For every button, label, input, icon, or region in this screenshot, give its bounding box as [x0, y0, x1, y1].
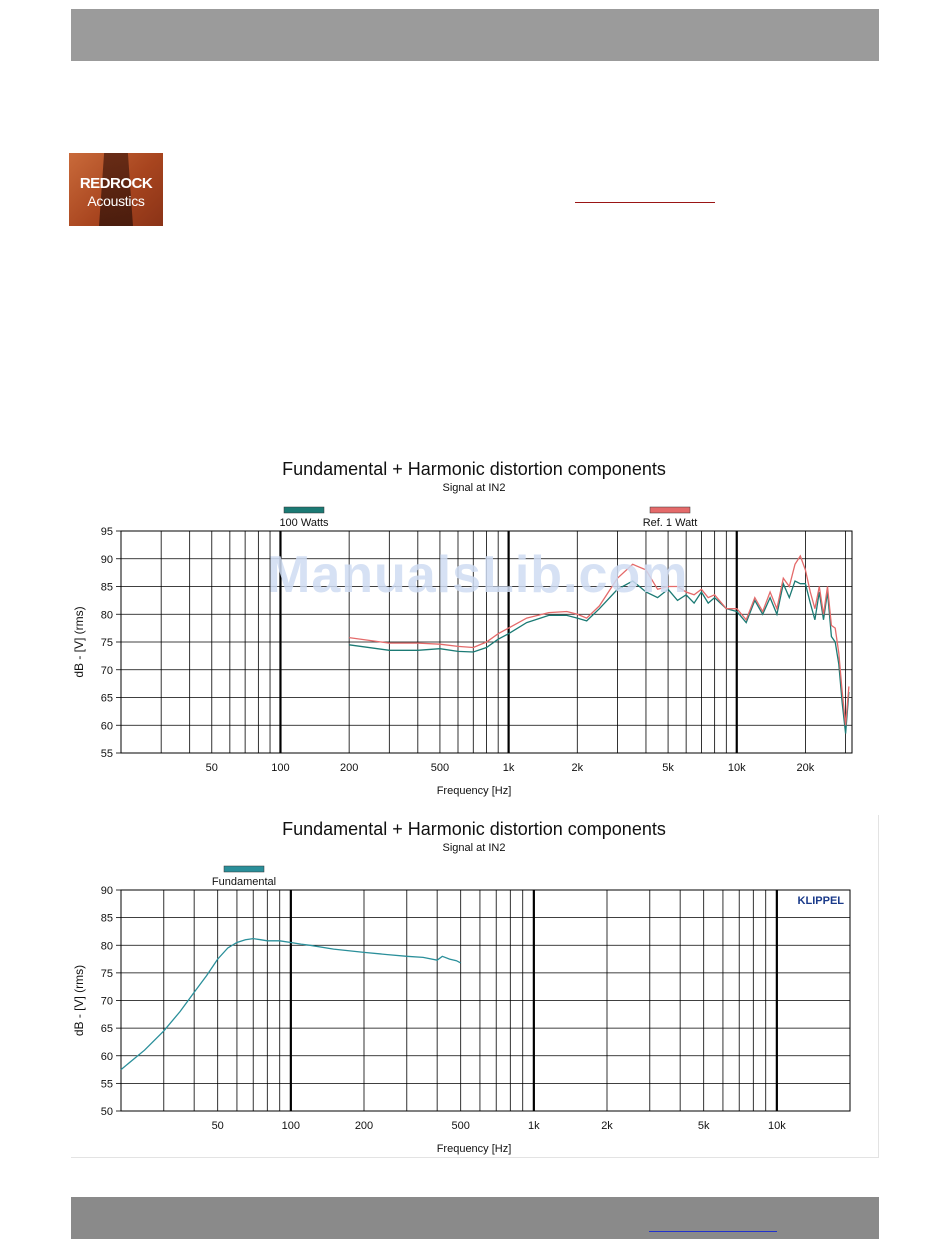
legend-label: 100 Watts	[279, 517, 329, 529]
x-tick-label: 200	[339, 762, 359, 774]
y-tick-label: 55	[100, 748, 113, 760]
x-tick-label: 20k	[796, 762, 815, 774]
x-tick-label: 100	[281, 1120, 301, 1132]
y-tick-label: 85	[100, 912, 113, 925]
footer-link-underline[interactable]	[649, 1231, 777, 1232]
y-tick-label: 75	[100, 637, 113, 649]
y-tick-label: 50	[100, 1106, 113, 1118]
x-tick-label: 2k	[571, 762, 584, 774]
y-tick-label: 60	[100, 720, 113, 733]
x-tick-label: 10k	[727, 762, 746, 774]
x-tick-label: 10k	[767, 1120, 786, 1132]
legend-label: Ref. 1 Watt	[642, 517, 698, 529]
y-tick-label: 60	[100, 1050, 113, 1063]
y-tick-label: 90	[100, 885, 113, 897]
x-tick-label: 1k	[502, 762, 515, 774]
watermark-text: ManualsLib.com	[267, 546, 689, 604]
x-tick-label: 1k	[528, 1120, 540, 1132]
y-tick-label: 80	[100, 940, 113, 953]
y-tick-label: 90	[100, 553, 113, 566]
x-axis-label: Frequency [Hz]	[436, 785, 512, 797]
chart-title: Fundamental + Harmonic distortion components	[282, 459, 666, 479]
y-axis-label: dB - [V] (rms)	[72, 964, 86, 1037]
x-tick-label: 2k	[601, 1120, 613, 1132]
legend-label: Fundamental	[211, 876, 277, 888]
chart-subtitle: Signal at IN2	[442, 482, 506, 494]
logo-line1: REDROCK	[79, 175, 153, 192]
y-tick-label: 75	[100, 967, 113, 980]
y-tick-label: 55	[100, 1078, 113, 1091]
y-tick-label: 95	[100, 526, 113, 538]
y-tick-label: 80	[100, 609, 113, 622]
klippel-brand: KLIPPEL	[797, 895, 844, 907]
x-axis-label: Frequency [Hz]	[436, 1143, 512, 1155]
x-tick-label: 500	[451, 1120, 470, 1132]
y-tick-label: 85	[100, 581, 113, 594]
y-tick-label: 65	[100, 692, 113, 705]
y-tick-label: 70	[100, 995, 113, 1008]
chart-title: Fundamental + Harmonic distortion components	[282, 819, 666, 839]
footer-bar	[71, 1197, 879, 1239]
legend-swatch	[224, 866, 264, 872]
logo-line2: Acoustics	[87, 193, 145, 209]
y-axis-label: dB - [V] (rms)	[72, 606, 86, 678]
y-tick-label: 70	[100, 664, 113, 677]
x-tick-label: 500	[430, 762, 450, 774]
chart-subtitle: Signal at IN2	[442, 842, 506, 854]
x-tick-label: 50	[205, 762, 218, 774]
x-tick-label: 200	[354, 1120, 374, 1132]
x-tick-label: 100	[271, 762, 290, 774]
x-tick-label: 5k	[662, 762, 674, 774]
x-tick-label: 50	[211, 1120, 224, 1132]
y-tick-label: 65	[100, 1023, 113, 1036]
x-tick-label: 5k	[697, 1120, 710, 1132]
